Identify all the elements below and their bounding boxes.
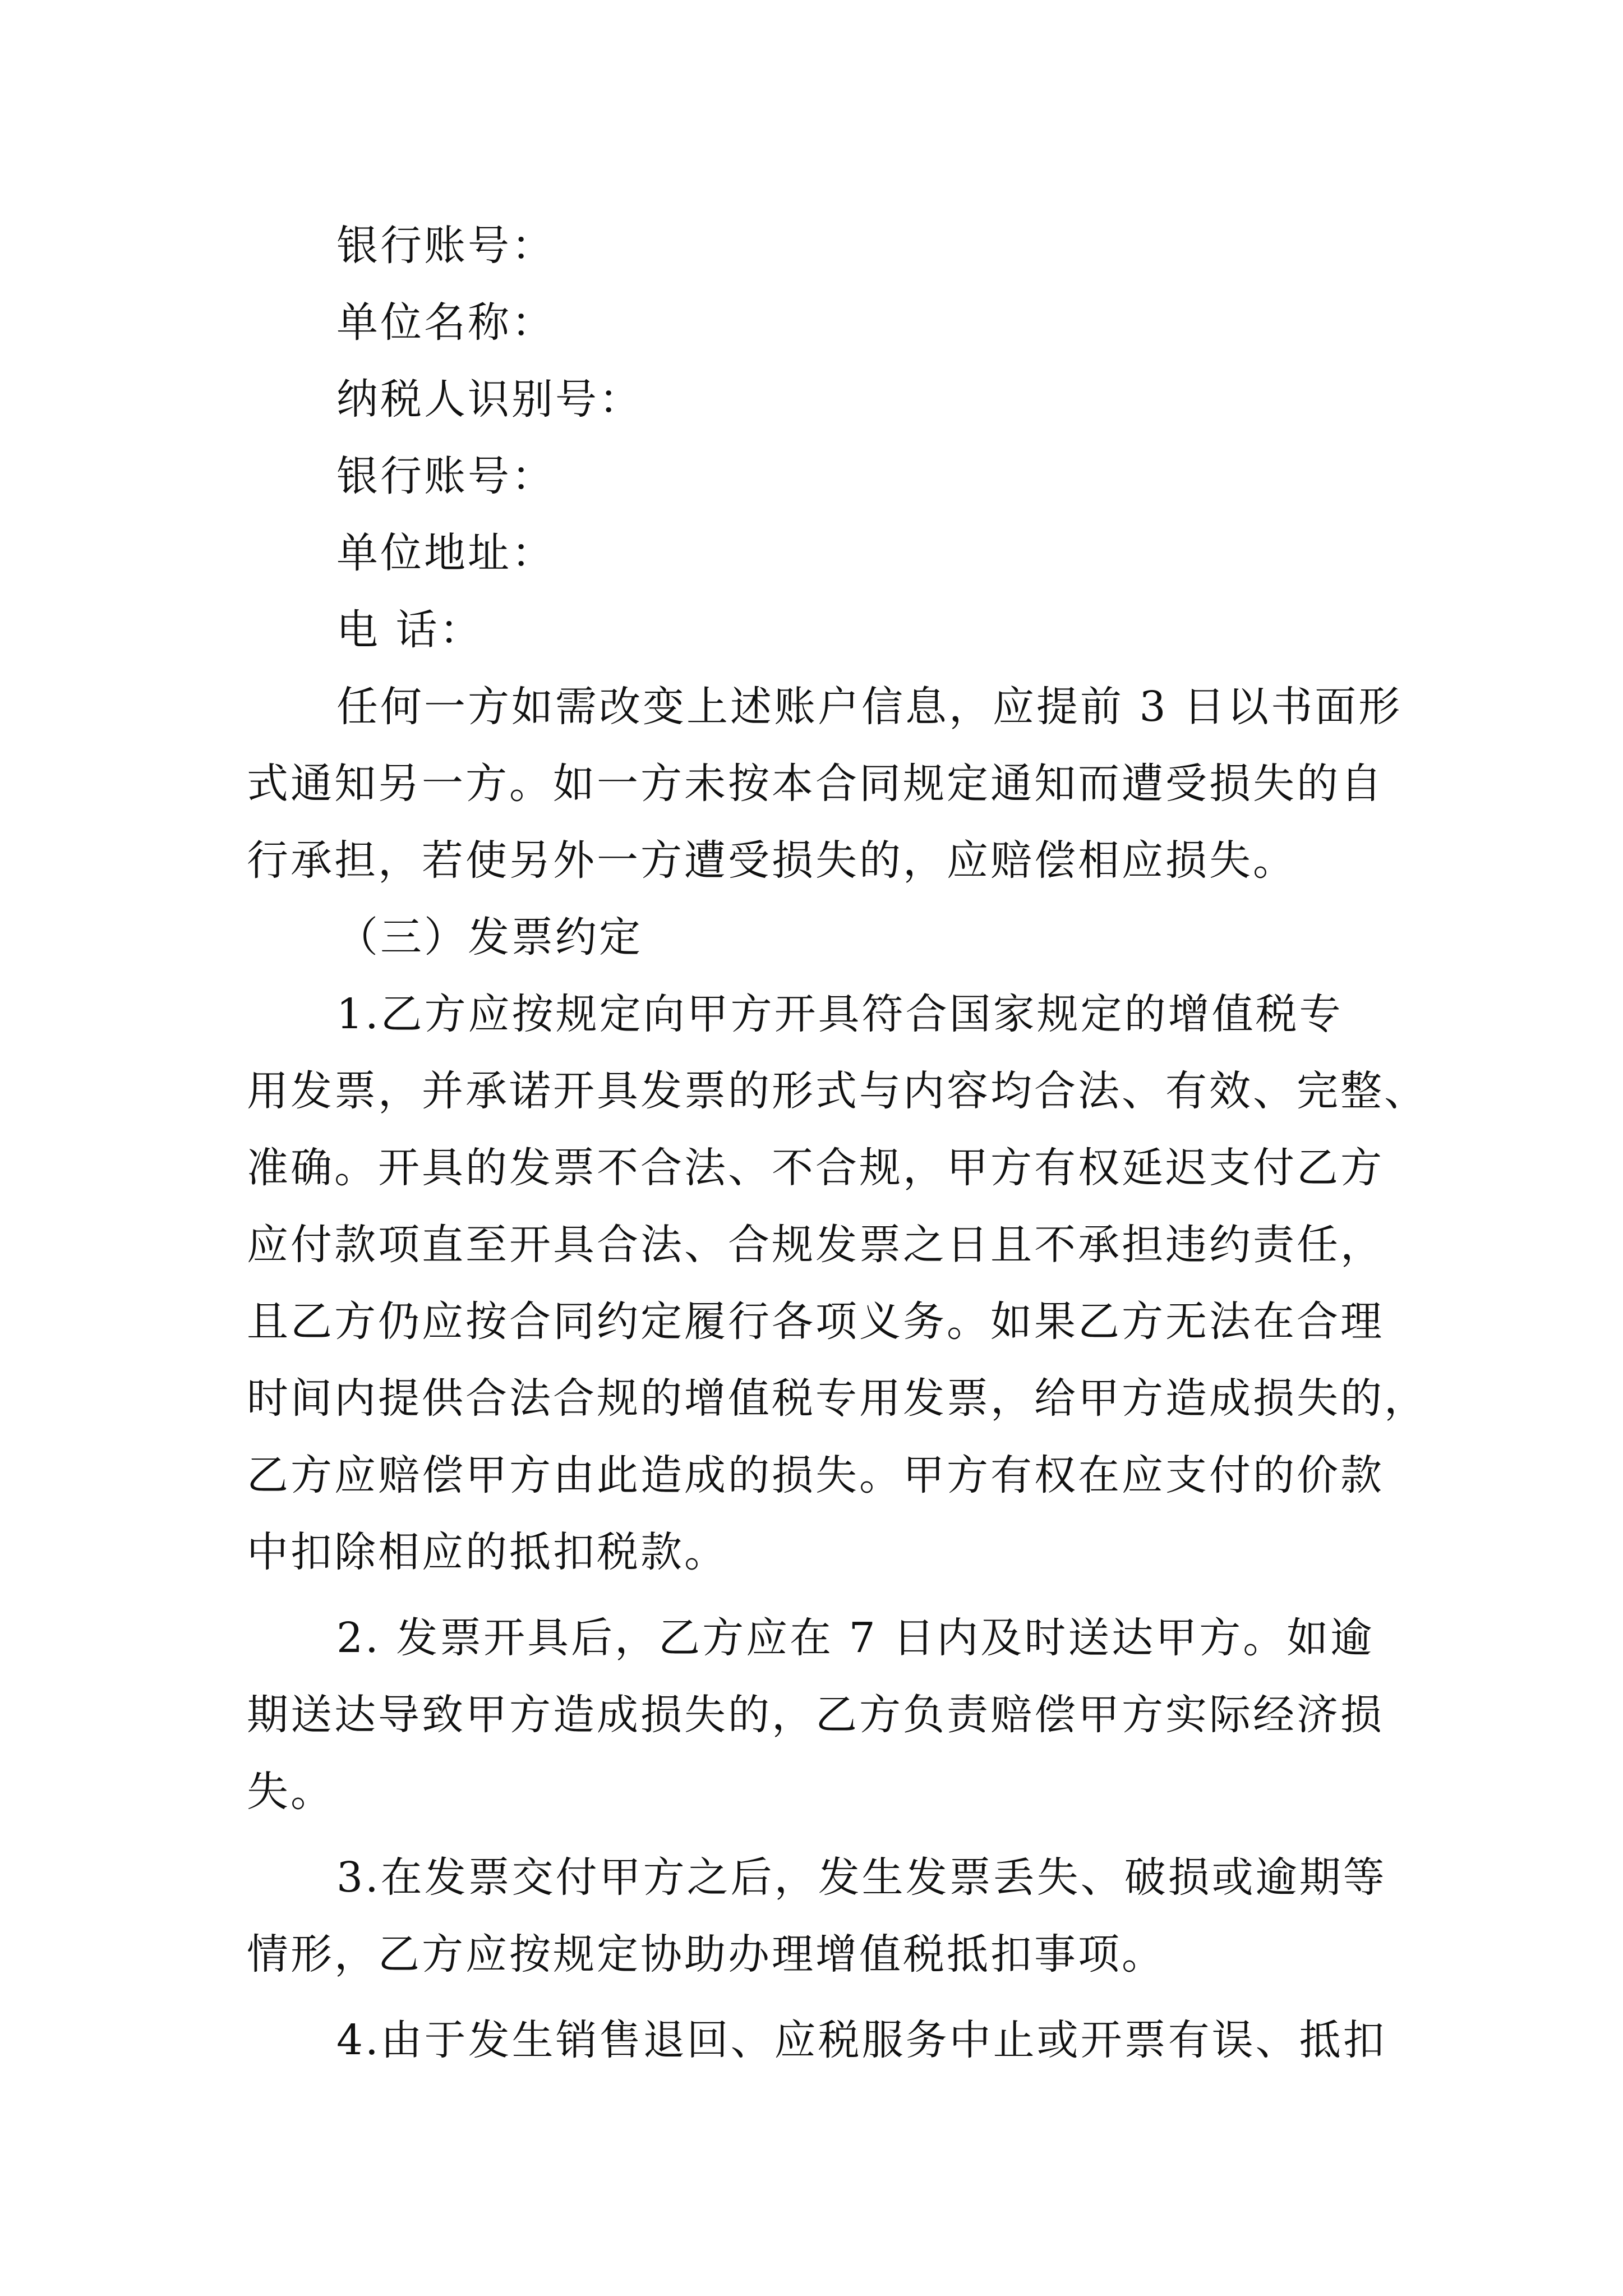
bank-account-line-1: 银行账号： xyxy=(336,222,555,270)
clause-2-line-1: 2. 发票开具后，乙方应在 7 日内及时送达甲方。如逾 xyxy=(336,1614,1375,1662)
paragraph-account-change-line-2: 式通知另一方。如一方未按本合同规定通知而遭受损失的自 xyxy=(247,760,1384,808)
section-heading-invoice: （三）发票约定 xyxy=(336,913,643,961)
clause-1-line-2: 用发票，并承诺开具发票的形式与内容均合法、有效、完整、 xyxy=(247,1067,1428,1115)
taxpayer-id-line: 纳税人识别号： xyxy=(336,375,643,424)
clause-1-line-1: 1.乙方应按规定向甲方开具符合国家规定的增值税专 xyxy=(336,990,1343,1038)
company-name-line: 单位名称： xyxy=(336,298,555,347)
company-address-line: 单位地址： xyxy=(336,529,555,577)
phone-line: 电 话： xyxy=(336,606,483,654)
clause-1-line-6: 时间内提供合法合规的增值税专用发票，给甲方造成损失的， xyxy=(247,1374,1428,1423)
clause-1-line-3: 准确。开具的发票不合法、不合规，甲方有权延迟支付乙方 xyxy=(247,1144,1384,1192)
clause-4-line-1: 4.由于发生销售退回、应税服务中止或开票有误、抵扣 xyxy=(336,2016,1387,2064)
clause-1-line-7: 乙方应赔偿甲方由此造成的损失。甲方有权在应支付的价款 xyxy=(247,1451,1384,1499)
clause-1-line-4: 应付款项直至开具合法、合规发票之日且不承担违约责任， xyxy=(247,1221,1384,1269)
clause-1-line-8: 中扣除相应的抵扣税款。 xyxy=(247,1528,728,1576)
clause-2-line-3: 失。 xyxy=(247,1768,334,1816)
clause-3-line-1: 3.在发票交付甲方之后，发生发票丢失、破损或逾期等 xyxy=(336,1853,1387,1902)
clause-1-line-5: 且乙方仍应按合同约定履行各项义务。如果乙方无法在合理 xyxy=(247,1297,1384,1346)
clause-3-line-2: 情形，乙方应按规定协助办理增值税抵扣事项。 xyxy=(247,1930,1165,1978)
paragraph-account-change-line-1: 任何一方如需改变上述账户信息，应提前 3 日以书面形 xyxy=(336,683,1403,731)
clause-2-line-2: 期送达导致甲方造成损失的，乙方负责赔偿甲方实际经济损 xyxy=(247,1691,1384,1739)
bank-account-line-2: 银行账号： xyxy=(336,452,555,500)
paragraph-account-change-line-3: 行承担，若使另外一方遭受损失的，应赔偿相应损失。 xyxy=(247,836,1297,885)
